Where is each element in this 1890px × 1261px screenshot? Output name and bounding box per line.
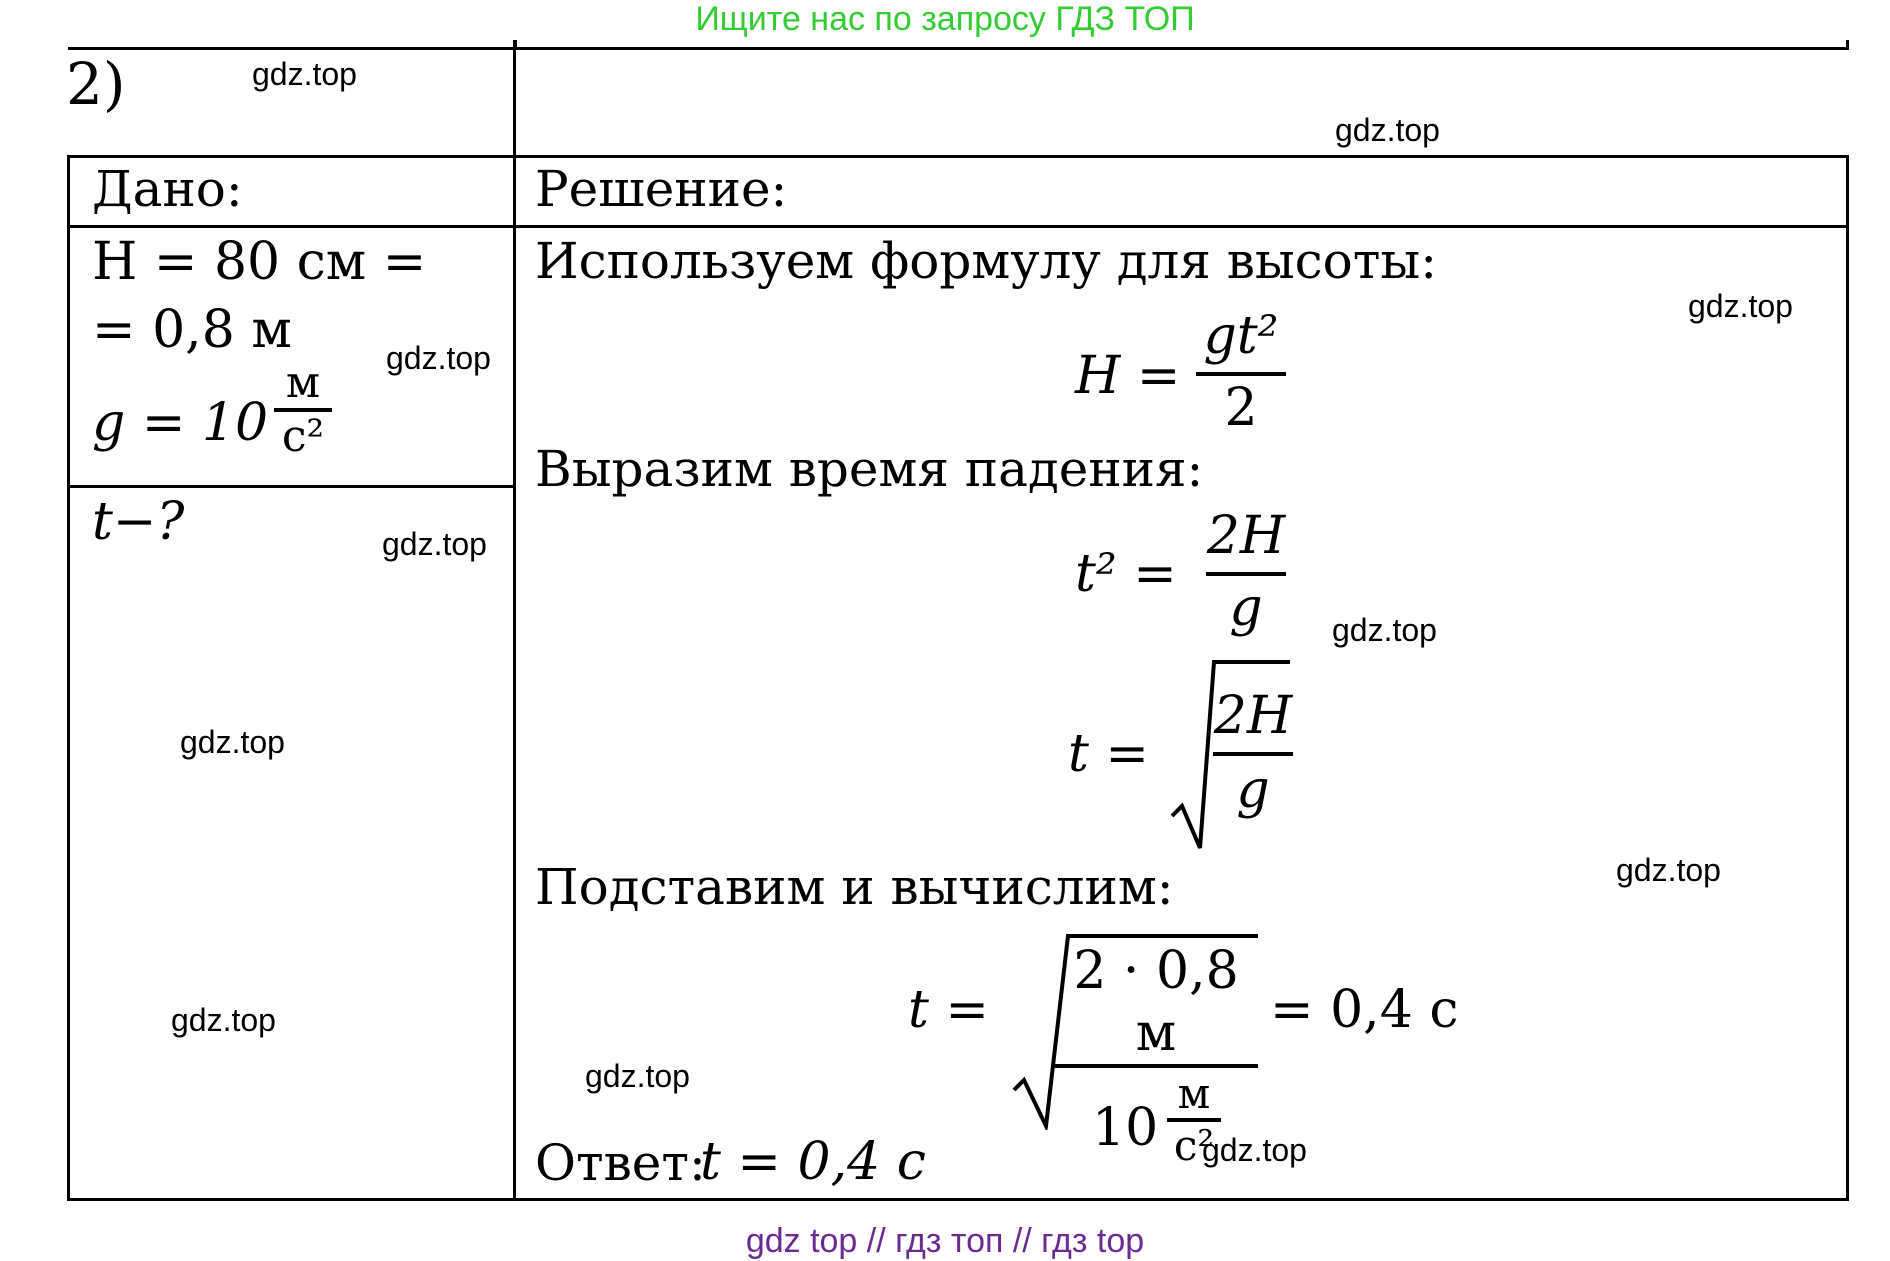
given-title: Дано: (92, 160, 243, 218)
table-left-border (67, 155, 70, 1201)
formula2-denominator: g (1229, 578, 1263, 638)
solution-step1-text: Используем формулу для высоты: (535, 232, 1438, 290)
given-find-divider (67, 485, 515, 488)
top-banner: Ищите нас по запросу ГДЗ ТОП (695, 0, 1195, 38)
given-gravity-label: g = 10 (92, 393, 269, 453)
table-middle-border (513, 40, 516, 1201)
formula3-fraction (1213, 680, 1293, 824)
given-gravity-unit-denominator: с² (281, 411, 325, 462)
formula1-fraction (1196, 300, 1286, 440)
formula1-denominator: 2 (1224, 378, 1258, 438)
formula1-numerator: gt² (1203, 306, 1279, 366)
formula3-denominator: g (1236, 760, 1270, 820)
given-height-converted: = 0,8 м (92, 300, 292, 360)
formula2-numerator: 2H (1206, 506, 1286, 566)
watermark: gdz.top (1688, 288, 1793, 324)
watermark: gdz.top (1332, 612, 1437, 648)
watermark: gdz.top (1202, 1132, 1307, 1168)
watermark: gdz.top (180, 724, 285, 760)
formula3-numerator: 2H (1213, 686, 1293, 746)
formula2-left: t² = (1075, 544, 1177, 604)
formula4-unit-denominator: с² (1173, 1121, 1215, 1170)
formula4-unit-numerator: м (1177, 1069, 1211, 1118)
table-header-divider (67, 225, 1849, 228)
formula2-fraction (1206, 500, 1286, 640)
formula4-result: = 0,4 с (1270, 980, 1459, 1040)
watermark: gdz.top (382, 526, 487, 562)
answer-label: Ответ: (535, 1134, 706, 1192)
formula1-left: H = (1075, 346, 1181, 406)
formula4-left: t = (908, 980, 989, 1040)
top-rule (68, 47, 1849, 50)
table-top-border (67, 155, 1849, 158)
given-height: H = 80 см = (92, 232, 427, 292)
formula4-numerator: 2 · 0,8 м (1073, 941, 1239, 1063)
watermark: gdz.top (1335, 112, 1440, 148)
top-rule-tick-right (1846, 40, 1849, 48)
solution-title: Решение: (535, 160, 788, 218)
table-bottom-border (67, 1198, 1849, 1201)
table-right-border (1846, 155, 1849, 1201)
watermark: gdz.top (171, 1002, 276, 1038)
answer-value: t = 0,4 с (700, 1132, 926, 1192)
watermark: gdz.top (1616, 852, 1721, 888)
find-quantity: t−? (92, 492, 185, 552)
solution-step3-text: Подставим и вычислим: (535, 858, 1174, 916)
problem-number: 2) (66, 50, 126, 118)
bottom-banner: gdz top // гдз топ // гдз top (745, 1222, 1145, 1260)
formula4-denominator-value: 10 (1092, 1098, 1159, 1158)
watermark: gdz.top (585, 1058, 690, 1094)
given-gravity-unit-numerator: м (285, 357, 321, 408)
watermark: gdz.top (252, 56, 357, 92)
given-gravity-unit (274, 358, 332, 462)
watermark: gdz.top (386, 340, 491, 376)
formula3-left: t = (1068, 724, 1149, 784)
solution-step2-text: Выразим время падения: (535, 440, 1204, 498)
